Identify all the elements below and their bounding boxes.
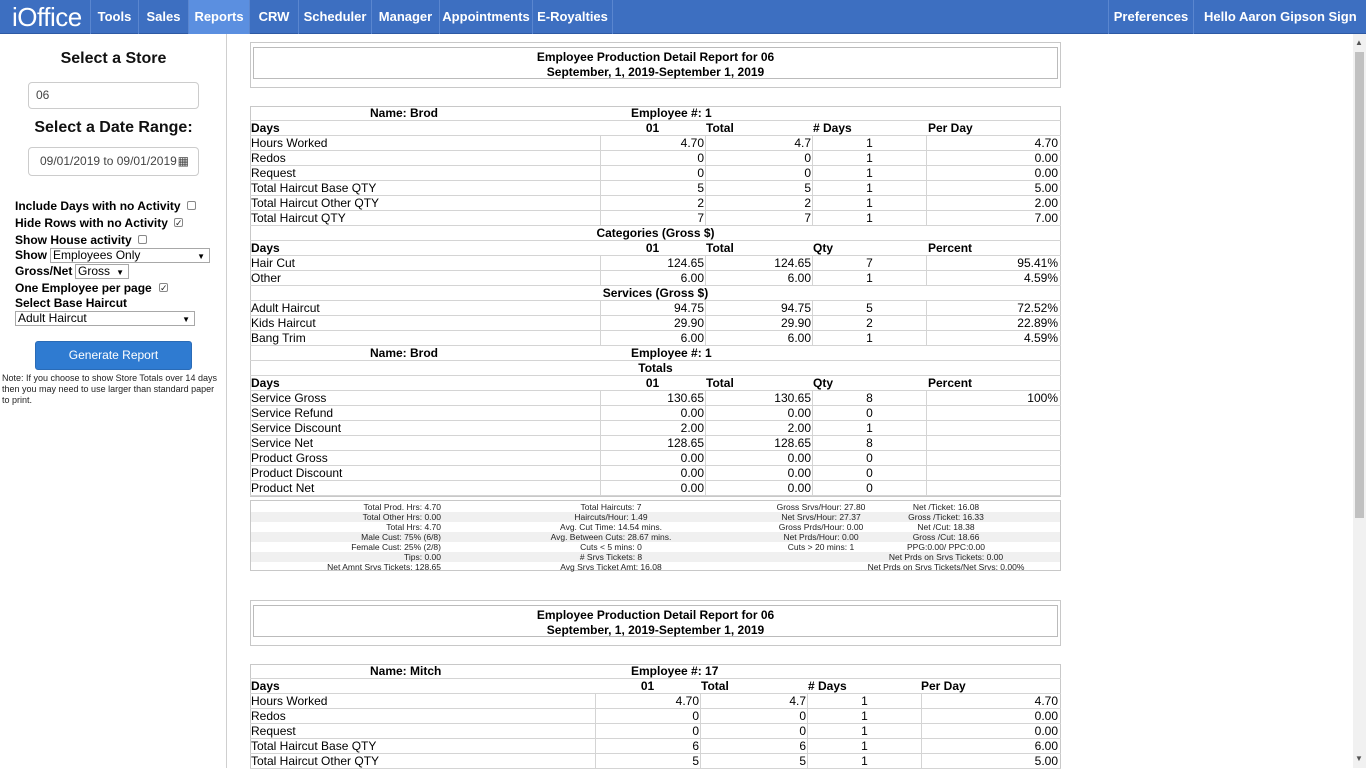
one-employee-checkbox[interactable]: ✓ xyxy=(160,283,168,293)
row-count-value: 0 xyxy=(812,481,926,496)
summary-stat: Avg. Between Cuts: 28.67 mins. xyxy=(550,532,672,542)
row-total-value: 5 xyxy=(700,754,807,769)
summary-stat: Net Amnt Srvs Tickets: 128.65 xyxy=(327,562,441,572)
col-01: 01 xyxy=(645,121,660,135)
table-row xyxy=(250,466,1061,481)
row-total-value: 0 xyxy=(705,166,812,181)
grossnet-label: Gross/Net xyxy=(15,264,73,278)
table-header-row xyxy=(250,121,1061,136)
col-01: 01 xyxy=(645,241,660,255)
col-qty: Qty xyxy=(813,241,834,255)
grossnet-select-value: Gross xyxy=(78,264,111,278)
row-count-value: 1 xyxy=(812,151,926,166)
row-total-value: 2.00 xyxy=(705,421,812,436)
scroll-down-icon[interactable]: ▼ xyxy=(1355,754,1363,763)
row-label: Hours Worked xyxy=(251,694,328,708)
col-perday: Per Day xyxy=(928,121,973,135)
summary-stat: Gross /Ticket: 16.33 xyxy=(908,512,984,522)
summary-stat: Total Prod. Hrs: 4.70 xyxy=(363,502,441,512)
row-label: Total Haircut QTY xyxy=(251,211,346,225)
row-count-value: 1 xyxy=(807,754,921,769)
col-percent: Percent xyxy=(928,376,973,390)
row-total-value: 4.7 xyxy=(705,136,812,151)
store-heading: Select a Store xyxy=(60,50,167,67)
summary-stat: Male Cust: 75% (6/8) xyxy=(361,532,441,542)
col-total: Total xyxy=(706,376,734,390)
row-label: Bang Trim xyxy=(251,331,306,345)
row-day-value: 5 xyxy=(600,181,705,196)
row-label: Product Discount xyxy=(251,466,343,480)
employee-number: Employee #: 1 xyxy=(631,106,712,120)
table-row xyxy=(250,481,1061,496)
table-row xyxy=(250,724,1061,739)
row-total-value: 6.00 xyxy=(705,271,812,286)
row-day-value: 0.00 xyxy=(600,451,705,466)
row-per-value xyxy=(926,436,1059,451)
table-row xyxy=(250,739,1061,754)
scrollbar-thumb[interactable] xyxy=(1355,52,1364,518)
row-day-value: 5 xyxy=(595,754,700,769)
col-01: 01 xyxy=(645,376,660,390)
row-count-value: 1 xyxy=(812,166,926,181)
show-label: Show xyxy=(15,248,47,262)
summary-stat: Net Prds on Srvs Tickets: 0.00 xyxy=(888,552,1004,562)
row-total-value: 6 xyxy=(700,739,807,754)
col-01: 01 xyxy=(640,679,655,693)
summary-stat: Avg Srvs Ticket Amt: 16.08 xyxy=(560,562,662,572)
row-day-value: 94.75 xyxy=(600,301,705,316)
row-label: Service Discount xyxy=(251,421,342,435)
row-label: Hours Worked xyxy=(251,136,328,150)
dropdown-arrow-icon: ▼ xyxy=(116,268,124,277)
table-row xyxy=(250,436,1061,451)
summary-stat: Net /Cut: 18.38 xyxy=(917,522,975,532)
employee-name: Name: Brod xyxy=(370,106,439,120)
row-day-value: 0 xyxy=(595,709,700,724)
row-label: Other xyxy=(251,271,282,285)
row-per-value xyxy=(926,466,1059,481)
table-row xyxy=(250,196,1061,211)
report-header xyxy=(253,605,1058,637)
col-total: Total xyxy=(706,241,734,255)
col-total: Total xyxy=(706,121,734,135)
row-count-value: 1 xyxy=(812,181,926,196)
summary-stat: Tips: 0.00 xyxy=(403,552,441,562)
hide-rows-label: Hide Rows with no Activity xyxy=(15,216,168,230)
row-per-value: 7.00 xyxy=(926,211,1059,226)
nav-scheduler[interactable]: Scheduler xyxy=(298,0,371,34)
table-row xyxy=(250,271,1061,286)
row-total-value: 130.65 xyxy=(705,391,812,406)
row-label: Service Gross xyxy=(251,391,327,405)
show-select-value: Employees Only xyxy=(53,248,141,262)
summary-stat: Net Prds/Hour: 0.00 xyxy=(783,532,859,542)
table-row xyxy=(250,256,1061,271)
col-days: Days xyxy=(251,679,280,693)
row-day-value: 2.00 xyxy=(600,421,705,436)
row-total-value: 0 xyxy=(705,151,812,166)
row-day-value: 6.00 xyxy=(600,271,705,286)
row-total-value: 7 xyxy=(705,211,812,226)
col-total: Total xyxy=(701,679,729,693)
row-count-value: 1 xyxy=(812,136,926,151)
col-ndays: # Days xyxy=(808,679,847,693)
col-qty: Qty xyxy=(813,376,834,390)
row-total-value: 2 xyxy=(705,196,812,211)
col-ndays: # Days xyxy=(813,121,852,135)
base-haircut-value: Adult Haircut xyxy=(18,311,87,325)
row-day-value: 0 xyxy=(600,166,705,181)
row-day-value: 2 xyxy=(600,196,705,211)
summary-stat: PPG:0.00/ PPC:0.00 xyxy=(907,542,985,552)
table-header-row xyxy=(250,241,1061,256)
row-count-value: 1 xyxy=(812,211,926,226)
row-day-value: 0.00 xyxy=(600,466,705,481)
table-row xyxy=(250,709,1061,724)
row-per-value xyxy=(926,481,1059,496)
table-row xyxy=(250,136,1061,151)
row-label: Adult Haircut xyxy=(251,301,320,315)
nav-reports[interactable]: Reports xyxy=(188,0,249,34)
row-per-value: 0.00 xyxy=(921,724,1059,739)
row-day-value: 6.00 xyxy=(600,331,705,346)
col-days: Days xyxy=(251,121,280,135)
row-day-value: 4.70 xyxy=(600,136,705,151)
row-per-value: 4.70 xyxy=(926,136,1059,151)
summary-stat: Net /Ticket: 16.08 xyxy=(912,502,980,512)
employee-name: Name: Mitch xyxy=(370,664,442,678)
categories-title: Categories (Gross $) xyxy=(596,226,715,240)
summary-stat: Cuts < 5 mins: 0 xyxy=(580,542,642,552)
row-count-value: 1 xyxy=(812,271,926,286)
row-count-value: 1 xyxy=(807,724,921,739)
summary-stat: Gross /Cut: 18.66 xyxy=(912,532,980,542)
row-day-value: 7 xyxy=(600,211,705,226)
row-day-value: 29.90 xyxy=(600,316,705,331)
row-per-value: 5.00 xyxy=(926,181,1059,196)
table-row xyxy=(250,694,1061,709)
row-count-value: 7 xyxy=(812,256,926,271)
row-total-value: 0 xyxy=(700,724,807,739)
sidebar xyxy=(0,34,227,768)
row-label: Total Haircut Base QTY xyxy=(251,181,377,195)
row-per-value: 4.59% xyxy=(926,331,1059,346)
row-total-value: 29.90 xyxy=(705,316,812,331)
user-greeting xyxy=(1193,0,1366,58)
row-total-value: 6.00 xyxy=(705,331,812,346)
row-count-value: 1 xyxy=(812,196,926,211)
row-total-value: 0 xyxy=(700,709,807,724)
date-range-value: 09/01/2019 to 09/01/2019 xyxy=(40,154,177,168)
row-per-value: 22.89% xyxy=(926,316,1059,331)
report-title: Employee Production Detail Report for 06 xyxy=(536,50,775,64)
summary-stat: Gross Prds/Hour: 0.00 xyxy=(778,522,864,532)
table-header-row xyxy=(250,376,1061,391)
row-total-value: 124.65 xyxy=(705,256,812,271)
nav-sales[interactable]: Sales xyxy=(138,0,188,34)
row-total-value: 128.65 xyxy=(705,436,812,451)
show-house-label: Show House activity xyxy=(15,233,132,247)
row-day-value: 0.00 xyxy=(600,406,705,421)
totals-title: Totals xyxy=(638,361,673,375)
table-row xyxy=(250,166,1061,181)
row-label: Request xyxy=(251,166,296,180)
row-total-value: 5 xyxy=(705,181,812,196)
hide-rows-checkbox[interactable]: ✓ xyxy=(175,218,183,228)
row-label: Redos xyxy=(251,709,286,723)
report-title: Employee Production Detail Report for 06 xyxy=(536,608,775,622)
nav-manager[interactable]: Manager xyxy=(371,0,439,34)
generate-report-button[interactable]: Generate Report xyxy=(35,341,192,370)
table-row xyxy=(250,754,1061,769)
scroll-up-icon[interactable]: ▲ xyxy=(1355,38,1363,47)
store-input[interactable]: 06 xyxy=(28,82,199,109)
report-date-range: September, 1, 2019-September 1, 2019 xyxy=(546,65,765,79)
row-label: Hair Cut xyxy=(251,256,296,270)
show-house-checkbox[interactable] xyxy=(138,235,147,244)
include-days-checkbox[interactable] xyxy=(187,201,196,210)
row-count-value: 1 xyxy=(812,331,926,346)
row-per-value xyxy=(926,406,1059,421)
report-header xyxy=(253,47,1058,79)
row-count-value: 1 xyxy=(807,709,921,724)
col-perday: Per Day xyxy=(921,679,966,693)
table-header-row xyxy=(250,679,1061,694)
summary-stat: # Srvs Tickets: 8 xyxy=(579,552,643,562)
row-per-value: 2.00 xyxy=(926,196,1059,211)
table-row xyxy=(250,151,1061,166)
row-count-value: 8 xyxy=(812,436,926,451)
dropdown-arrow-icon: ▼ xyxy=(197,252,205,261)
table-row xyxy=(250,211,1061,226)
row-label: Product Gross xyxy=(251,451,328,465)
col-days: Days xyxy=(251,241,280,255)
row-label: Service Net xyxy=(251,436,314,450)
row-total-value: 0.00 xyxy=(705,466,812,481)
col-days: Days xyxy=(251,376,280,390)
row-day-value: 4.70 xyxy=(595,694,700,709)
row-count-value: 5 xyxy=(812,301,926,316)
row-per-value: 0.00 xyxy=(921,709,1059,724)
signout-link[interactable]: Sign out xyxy=(1204,9,1357,58)
nav-tools[interactable]: Tools xyxy=(90,0,138,34)
table-row xyxy=(250,391,1061,406)
row-day-value: 0.00 xyxy=(600,481,705,496)
print-note: Note: If you choose to show Store Totals over 14 days then you may need to use larger than standard paper to print. xyxy=(2,373,217,405)
row-label: Total Haircut Other QTY xyxy=(251,196,380,210)
services-title: Services (Gross $) xyxy=(602,286,709,300)
row-per-value: 72.52% xyxy=(926,301,1059,316)
base-haircut-select[interactable] xyxy=(15,311,195,326)
row-count-value: 0 xyxy=(812,451,926,466)
row-per-value: 95.41% xyxy=(926,256,1059,271)
dropdown-arrow-icon: ▼ xyxy=(182,315,190,324)
row-label: Total Haircut Base QTY xyxy=(251,739,377,753)
employee-number: Employee #: 17 xyxy=(631,664,719,678)
row-total-value: 94.75 xyxy=(705,301,812,316)
table-row xyxy=(250,331,1061,346)
summary-stat: Cuts > 20 mins: 1 xyxy=(787,542,855,552)
summary-stat: Total Hrs: 4.70 xyxy=(386,522,441,532)
report-table xyxy=(250,664,1061,769)
row-per-value: 4.59% xyxy=(926,271,1059,286)
row-label: Product Net xyxy=(251,481,315,495)
app-logo[interactable]: iOffice xyxy=(12,2,82,32)
row-total-value: 4.7 xyxy=(700,694,807,709)
summary-stat: Female Cust: 25% (2/8) xyxy=(351,542,441,552)
employee-number: Employee #: 1 xyxy=(631,346,712,360)
row-per-value: 4.70 xyxy=(921,694,1059,709)
row-count-value: 0 xyxy=(812,406,926,421)
row-label: Request xyxy=(251,724,296,738)
one-employee-label: One Employee per page xyxy=(15,281,152,295)
show-select[interactable] xyxy=(50,248,210,263)
row-per-value: 5.00 xyxy=(921,754,1059,769)
summary-stat: Net Srvs/Hour: 27.37 xyxy=(781,512,861,522)
row-total-value: 0.00 xyxy=(705,406,812,421)
grossnet-select[interactable] xyxy=(75,264,129,279)
row-day-value: 6 xyxy=(595,739,700,754)
page-scrollbar[interactable] xyxy=(1353,34,1366,768)
user-name[interactable]: Aaron Gipson xyxy=(1238,9,1325,24)
table-row xyxy=(250,301,1061,316)
row-label: Total Haircut Other QTY xyxy=(251,754,380,768)
report-table xyxy=(250,106,1061,496)
employee-name: Name: Brod xyxy=(370,346,439,360)
table-row xyxy=(250,316,1061,331)
row-count-value: 8 xyxy=(812,391,926,406)
row-per-value: 100% xyxy=(926,391,1059,406)
summary-stat: Total Haircuts: 7 xyxy=(580,502,642,512)
report-date-range: September, 1, 2019-September 1, 2019 xyxy=(546,623,765,637)
include-days-label: Include Days with no Activity xyxy=(15,199,181,213)
col-percent: Percent xyxy=(928,241,973,255)
base-haircut-label: Select Base Haircut xyxy=(15,296,128,310)
row-total-value: 0.00 xyxy=(705,481,812,496)
row-count-value: 1 xyxy=(812,421,926,436)
row-per-value: 0.00 xyxy=(926,151,1059,166)
calendar-icon[interactable]: ▦ xyxy=(177,154,189,168)
row-day-value: 128.65 xyxy=(600,436,705,451)
row-per-value xyxy=(926,451,1059,466)
nav-e-royalties[interactable]: E-Royalties xyxy=(532,0,613,34)
summary-stat: Haircuts/Hour: 1.49 xyxy=(574,512,648,522)
row-count-value: 0 xyxy=(812,466,926,481)
date-heading: Select a Date Range: xyxy=(34,119,193,136)
row-day-value: 0 xyxy=(600,151,705,166)
nav-preferences[interactable]: Preferences xyxy=(1108,0,1193,34)
row-total-value: 0.00 xyxy=(705,451,812,466)
table-row xyxy=(250,421,1061,436)
nav-appointments[interactable]: Appointments xyxy=(439,0,532,34)
table-row xyxy=(250,181,1061,196)
row-count-value: 2 xyxy=(812,316,926,331)
row-count-value: 1 xyxy=(807,739,921,754)
row-label: Service Refund xyxy=(251,406,334,420)
row-per-value: 6.00 xyxy=(921,739,1059,754)
hello-label: Hello xyxy=(1204,9,1236,24)
summary-stats xyxy=(250,500,1061,571)
row-day-value: 124.65 xyxy=(600,256,705,271)
summary-stat: Avg. Cut Time: 14.54 mins. xyxy=(560,522,662,532)
row-day-value: 0 xyxy=(595,724,700,739)
row-per-value xyxy=(926,421,1059,436)
row-day-value: 130.65 xyxy=(600,391,705,406)
nav-crw[interactable]: CRW xyxy=(249,0,298,34)
row-per-value: 0.00 xyxy=(926,166,1059,181)
summary-stat: Gross Srvs/Hour: 27.80 xyxy=(776,502,866,512)
date-range-input[interactable] xyxy=(28,147,199,176)
row-label: Kids Haircut xyxy=(251,316,316,330)
row-label: Redos xyxy=(251,151,286,165)
summary-stat: Total Other Hrs: 0.00 xyxy=(362,512,441,522)
summary-stat: Net Prds on Srvs Tickets/Net Srvs: 0.00% xyxy=(867,562,1025,572)
row-count-value: 1 xyxy=(807,694,921,709)
table-row xyxy=(250,406,1061,421)
table-row xyxy=(250,451,1061,466)
